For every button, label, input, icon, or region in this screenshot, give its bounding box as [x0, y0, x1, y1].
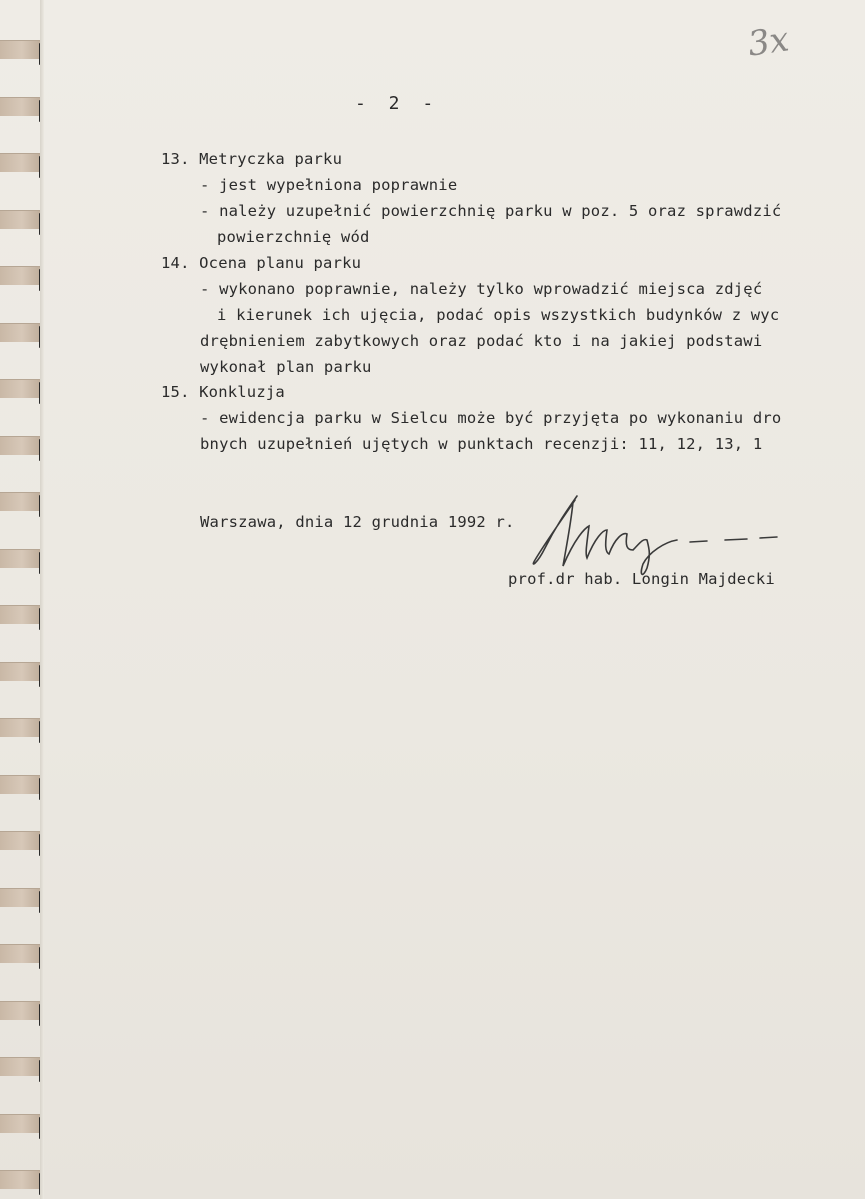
binding-ring [0, 266, 40, 285]
page-number: - 2 - [355, 93, 440, 114]
binding-ring [0, 1001, 40, 1020]
place-and-date: Warszawa, dnia 12 grudnia 1992 r. [200, 513, 515, 531]
binding-ring [0, 436, 40, 455]
handwritten-signature [515, 488, 785, 578]
binding-ring [0, 1114, 40, 1133]
item-14-heading: 14. Ocena planu parku [161, 254, 362, 272]
item-15-heading: 15. Konkluzja [161, 383, 285, 401]
item-14-line-1: - wykonano poprawnie, należy tylko wprowadzić miejsca zdjęć [200, 280, 763, 298]
binding-ring [0, 662, 40, 681]
binding-ring [0, 831, 40, 850]
item-13-line-2: - należy uzupełnić powierzchnię parku w poz. 5 oraz sprawdzić [200, 202, 782, 220]
binding-ring [0, 605, 40, 624]
binding-gutter [40, 0, 44, 1199]
binding-ring [0, 97, 40, 116]
item-13-heading: 13. Metryczka parku [161, 150, 343, 168]
binding-ring [0, 944, 40, 963]
author-name: prof.dr hab. Longin Majdecki [508, 570, 775, 588]
binding-ring [0, 549, 40, 568]
binding-ring [0, 718, 40, 737]
item-14-line-3: drębnieniem zabytkowych oraz podać kto i na jakiej podstawi [200, 332, 763, 350]
item-15-line-2: bnych uzupełnień ujętych w punktach recenzji: 11, 12, 13, 1 [200, 435, 763, 453]
binding-ring [0, 492, 40, 511]
item-14-line-2: i kierunek ich ujęcia, podać opis wszystkich budynków z wyc [217, 306, 780, 324]
binding-ring [0, 210, 40, 229]
item-13-line-3: powierzchnię wód [217, 228, 370, 246]
binding-ring [0, 1057, 40, 1076]
binding-ring [0, 888, 40, 907]
item-14-line-4: wykonał plan parku [200, 358, 372, 376]
binding-ring [0, 153, 40, 172]
binding-ring [0, 775, 40, 794]
item-15-line-1: - ewidencja parku w Sielcu może być przyjęta po wykonaniu dro [200, 409, 782, 427]
item-13-line-1: - jest wypełniona poprawnie [200, 176, 458, 194]
handwritten-corner-note: 3x [745, 19, 792, 65]
binding-ring [0, 323, 40, 342]
binding-ring [0, 40, 40, 59]
binding-ring [0, 379, 40, 398]
binding-ring [0, 1170, 40, 1189]
